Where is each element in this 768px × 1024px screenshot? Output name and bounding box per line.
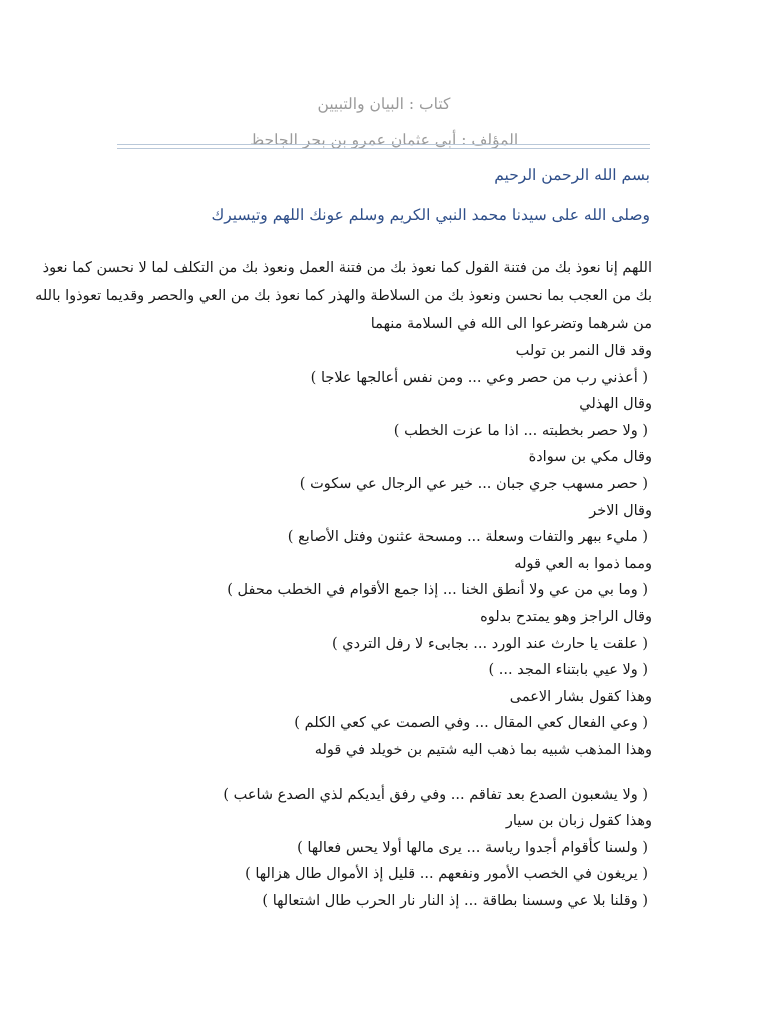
verse-line: ( وعي الفعال كعي المقال ... وفي الصمت عي كعي الكلم ): [294, 715, 648, 732]
verse-line: ( حصر مسهب جري جبان ... خير عي الرجال عي سكوت ): [299, 475, 648, 492]
attribution-line: وقال مكي بن سوادة: [528, 449, 652, 466]
attribution-line: وهذا كقول بشار الاعمى: [509, 688, 652, 705]
verse-line: ( ولا يشعبون الصدع بعد تفاقم ... وفي رفق أيديكم لذي الصدع شاعب ): [223, 786, 648, 803]
paragraph-line: من شرهما وتضرعوا الى الله في السلامة منهما: [370, 316, 652, 332]
attribution-line: وقال الراجز وهو يمتدح بدلوه: [480, 608, 652, 625]
verse-line: ( وقلنا بلا عي وسسنا بطاقة ... إذ النار نار الحرب طال اشتعالها ): [262, 892, 648, 909]
salawat-heading: وصلى الله على سيدنا محمد النبي الكريم وسلم عونك اللهم وتيسيرك: [211, 206, 650, 224]
header-divider-top: [117, 144, 650, 145]
attribution-line: وقال الهذلي: [579, 396, 652, 413]
verse-line: ( يريغون في الخصب الأمور ونفعهم ... قليل إذ الأموال طال هزالها ): [245, 866, 648, 883]
verse-line: ( ولسنا كأقوام أجدوا رياسة ... يرى مالها أولا يحس فعالها ): [297, 839, 648, 856]
verse-line: ( مليء ببهر والتفات وسعلة ... ومسحة عثنون وفتل الأصابع ): [287, 529, 648, 546]
basmala-heading: بسم الله الرحمن الرحيم: [494, 166, 650, 184]
header-divider-bottom: [117, 148, 650, 149]
section-spacer: [112, 764, 652, 782]
verse-line: ( ولا عيي بابتناء المجد ... ): [488, 662, 648, 679]
verse-line: ( علقت يا حارث عند الورد ... بجابىء لا رفل التردي ): [332, 635, 648, 652]
paragraph-line: اللهم إنا نعوذ بك من فتنة القول كما نعوذ بك من فتنة العمل ونعوذ بك من التكلف لما لا نحسن كما نعوذ: [42, 260, 652, 276]
author-line: المؤلف : أبي عثمان عمرو بن بحر الجاحظ: [249, 131, 519, 149]
attribution-line: ومما ذموا به العي قوله: [514, 555, 652, 572]
quotations-list-b: [112, 782, 652, 915]
attribution-line: وقد قال النمر بن تولب: [515, 343, 652, 359]
book-title: كتاب : البيان والتبيين: [317, 95, 451, 113]
quotations-list-a: [112, 338, 652, 764]
verse-line: ( ولا حصر بخطبته ... اذا ما عزت الخطب ): [393, 422, 648, 439]
verse-line: ( أعذني رب من حصر وعي ... ومن نفس أعالجها علاجا ): [310, 369, 648, 386]
attribution-line: وهذا كقول زبان بن سيار: [505, 813, 652, 830]
paragraph-line: بك من العجب بما نحسن ونعوذ بك من السلاطة والهذر كما نعوذ بك من العي والحصر وقديما تعوذوا بالله: [35, 288, 652, 304]
body-text: [35, 254, 652, 914]
attribution-line: وهذا المذهب شبيه بما ذهب اليه شتيم بن خويلد في قوله: [314, 741, 652, 758]
attribution-line: وقال الاخر: [589, 502, 652, 519]
opening-paragraph: [35, 254, 652, 338]
verse-line: ( وما بي من عي ولا أنطق الخنا ... إذا جمع الأقوام في الخطب محفل ): [227, 582, 648, 599]
